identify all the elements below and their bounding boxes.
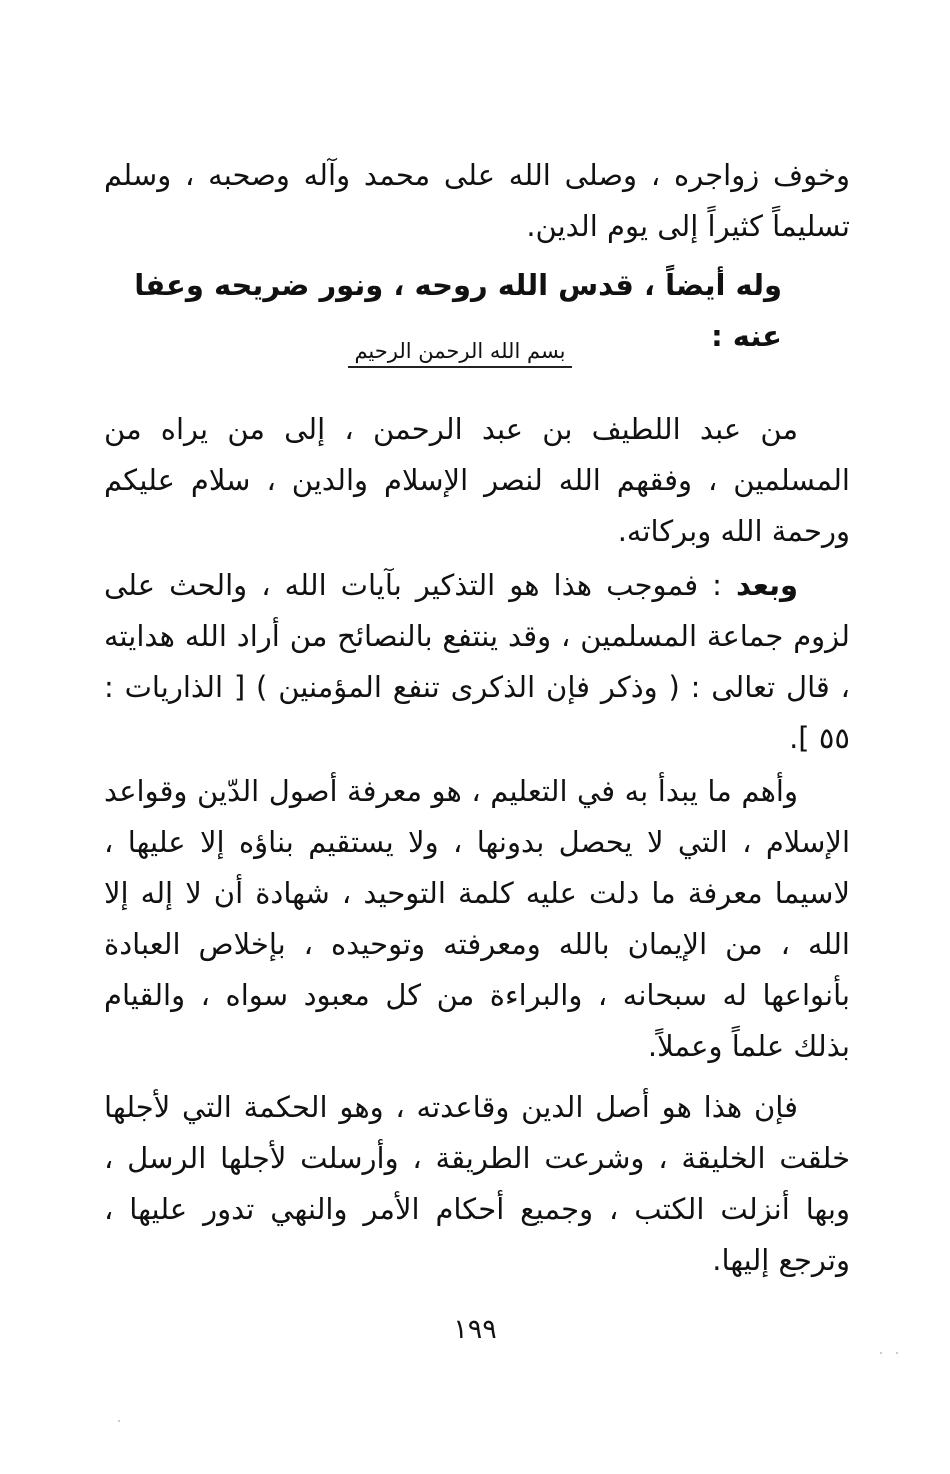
scan-speck [896,1352,898,1354]
intro-text [104,150,850,252]
paragraph-2-text: : فموجب هذا هو التذكير بآيات الله ، والحث على لزوم جماعة المسلمين ، وقد ينتفع بالنصائح من أراد الله هدايته ، قال تعالى : ( وذكر فإن الذكرى تنفع المؤمنين ) [ الذاريات : ٥٥ ]. [104,568,850,755]
intro-line-2: تسليماً كثيراً إلى يوم الدين. [526,209,850,243]
paragraph-1-text: من عبد اللطيف بن عبد الرحمن ، إلى من يراه من المسلمين ، وفقهم الله لنصر الإسلام والدين ، سلام عليكم ورحمة الله وبركاته. [104,412,850,548]
paragraph-2 [104,560,850,764]
scan-speck [118,1420,120,1422]
paragraph-4-text: فإن هذا هو أصل الدين وقاعدته ، وهو الحكمة التي لأجلها خلقت الخليقة ، وشرعت الطريقة ، وأرسلت لأجلها الرسل ، وبها أنزلت الكتب ، وجميع أحكام الأمر والنهي تدور عليها ، وترجع إليها. [104,1090,850,1277]
paragraph-1 [104,404,850,557]
basmala-text: بسم الله الرحمن الرحيم [348,336,571,368]
section-heading: وله أيضاً ، قدس الله روحه ، ونور ضريحه وعفا عنه : [134,268,782,353]
paragraph-3 [104,766,850,1072]
intro-line-1: وخوف زواجره ، وصلى الله على محمد وآله وصحبه ، وسلم [104,158,850,192]
scan-speck [880,1352,882,1354]
page-number: ١٩٩ [453,1314,497,1345]
basmala-calligraphy [300,328,620,374]
paragraph-2-lead-word: وبعد [735,568,798,602]
paragraph-4 [104,1082,850,1286]
paragraph-3-text: وأهم ما يبدأ به في التعليم ، هو معرفة أصول الدّين وقواعد الإسلام ، التي لا يحصل بدونها ، ولا يستقيم بناؤه إلا عليها ، لاسيما معرفة ما دلت عليه كلمة التوحيد ، شهادة أن لا إله إلا الله ، من الإيمان بالله ومعرفته وتوحيده ، بإخلاص العبادة بأنواعها له سبحانه ، والبراءة من كل معبود سواه ، والقيام بذلك علماً وعملاً. [104,774,850,1063]
